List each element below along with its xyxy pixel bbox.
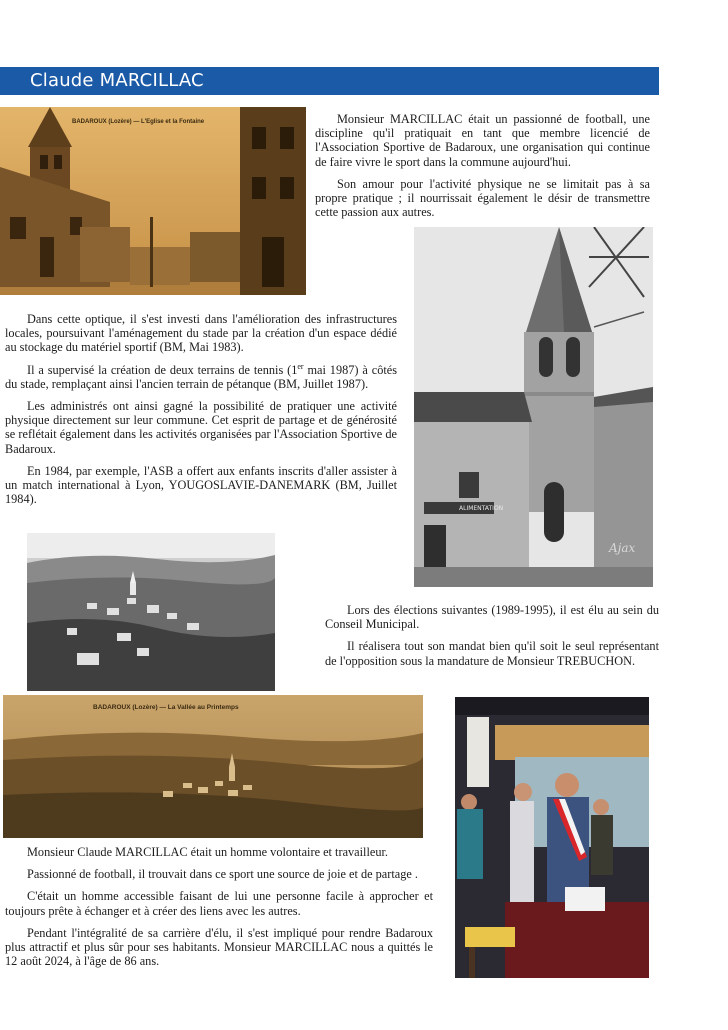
intro-paragraph-2: Son amour pour l'activité physique ne se limitait pas à sa propre pratique ; il nourrissait également le désir de transmettre cette passion aux autres. — [315, 176, 650, 220]
valley-postcard-photo — [3, 695, 423, 838]
valley-photo-image — [27, 533, 275, 691]
page-title: Claude MARCILLAC — [30, 70, 204, 91]
valley-postcard-caption: BADAROUX (Lozère) — La Vallée au Printemps — [93, 704, 239, 711]
tennis-text-before: Il a supervisé la création de deux terrains de tennis (1 — [27, 362, 298, 377]
title-banner — [0, 67, 659, 95]
intro-paragraph-1: Monsieur MARCILLAC était un passionné de football, une discipline qu'il pratiquait en tant que membre licencié de l'Association Sportive de Badaroux, une organisation qui continue de faire vivre le sport dans la commune aujourd'hui. — [315, 112, 650, 169]
tennis-paragraph — [5, 363, 397, 391]
elections-text — [325, 603, 659, 676]
valley-postcard-image — [3, 695, 423, 838]
match-paragraph: En 1984, par exemple, l'ASB a offert aux enfants inscrits d'aller assister à un match international à Lyon, YOUGOSLAVIE-DANEMARK (BM, Juillet 1984). — [5, 463, 397, 507]
church-photo-image — [414, 227, 653, 587]
valley-photo — [27, 533, 275, 691]
stadium-paragraph: Dans cette optique, il s'est investi dans l'amélioration des infrastructures locales, poursuivant l'aménagement du stade par la création d'un espace dédié au stockage du matériel sportif (BM, Mai 1983). — [5, 312, 397, 355]
middle-text — [5, 312, 397, 514]
ceremony-photo — [455, 697, 649, 978]
sharing-paragraph: Les administrés ont ainsi gagné la possibilité de pratiquer une activité physique directement sur leur commune. Cet esprit de partage et de générosité se reflétait également dans les activités organisées par l'Association Sportive de Badaroux. — [5, 399, 397, 456]
elections-paragraph-1: Lors des élections suivantes (1989-1995), il est élu au sein du Conseil Municipal. — [325, 603, 659, 632]
church-photo — [414, 227, 653, 587]
closing-paragraph-3: C'était un homme accessible faisant de lui une personne facile à approcher et toujours prête à échanger et à créer des liens avec les autres. — [5, 889, 433, 918]
photo-signature: Ajax — [609, 541, 636, 555]
closing-text — [5, 845, 433, 976]
shop-sign: ALIMENTATION — [459, 505, 504, 512]
closing-paragraph-1: Monsieur Claude MARCILLAC était un homme volontaire et travailleur. — [27, 845, 388, 859]
intro-text — [315, 112, 650, 227]
ceremony-photo-image — [455, 697, 649, 978]
church-postcard-image — [0, 107, 306, 295]
tennis-text-after: mai 1987) à côtés du stade, remplaçant ainsi l'ancien terrain de pétanque (BM, Juillet 1987). — [5, 362, 397, 391]
tennis-sup: er — [297, 361, 304, 371]
church-postcard-caption: BADAROUX (Lozère) — L'Eglise et la Fontaine — [72, 119, 205, 125]
closing-paragraph-4: Pendant l'intégralité de sa carrière d'élu, il s'est impliqué pour rendre Badaroux plus attractif et plus sûr pour ses habitants. Monsieur MARCILLAC nous a quittés le 12 août 2024, à l'âge de 86 ans. — [5, 925, 433, 969]
closing-paragraph-2: Passionné de football, il trouvait dans ce sport une source de joie et de partage . — [27, 867, 418, 882]
elections-paragraph-2: Il réalisera tout son mandat bien qu'il soit le seul représentant de l'opposition sous la mandature de Monsieur TREBUCHON. — [325, 639, 659, 668]
church-postcard-photo — [0, 107, 306, 295]
